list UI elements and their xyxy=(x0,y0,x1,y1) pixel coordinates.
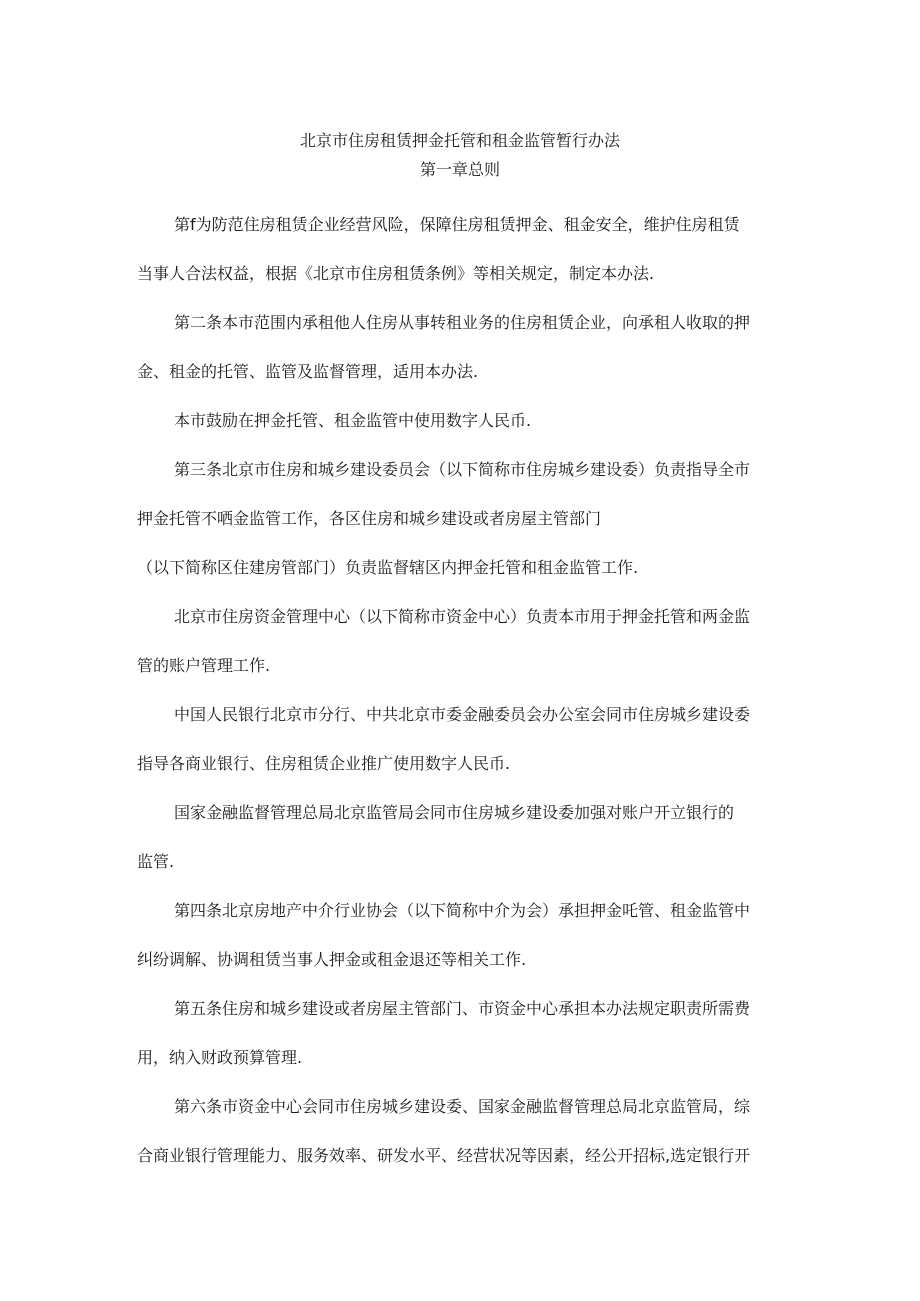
paragraph-line: 中国人民银行北京市分行、中共北京市委金融委员会办公室会同市住房城乡建设委 xyxy=(174,705,751,724)
paragraph xyxy=(137,200,787,298)
paragraph-line: 用，纳入财政预算管理. xyxy=(137,1048,303,1067)
paragraph-line: 第二条本市范围内承租他人住房从事转租业务的住房租赁企业，向承租人收取的押 xyxy=(174,313,751,332)
paragraph-line: 纠纷调解、协调租赁当事人押金或租金退还等相关工作. xyxy=(137,950,527,969)
document-title: 北京市住房租赁押金托管和租金监管暂行办法 xyxy=(299,131,620,150)
paragraph-line: 管的账户管理工作. xyxy=(137,656,271,675)
paragraph-line: 本市鼓励在押金托管、租金监管中使用数字人民币. xyxy=(174,411,532,430)
paragraph-line: 指导各商业银行、住房租赁企业推广使用数字人民币. xyxy=(137,754,511,773)
paragraph-line: 北京市住房资金管理中心（以下简称市资金中心）负责本市用于押金托管和两金监 xyxy=(174,607,751,626)
paragraph xyxy=(137,1082,787,1180)
paragraph xyxy=(137,396,787,445)
paragraph-line: 第五条住房和城乡建设或者房屋主管部门、市资金中心承担本办法规定职责所需费 xyxy=(174,999,751,1018)
paragraph xyxy=(137,592,787,690)
paragraph-line: 第四条北京房地产中介行业协会（以下简称中介为会）承担押金吒管、租金监管中 xyxy=(174,901,751,920)
paragraph xyxy=(137,788,787,886)
paragraph-line: 当事人合法权益，根据《北京市住房租赁条例》等相关规定，制定本办法. xyxy=(137,264,655,283)
paragraph-line: 第f为防范住房租赁企业经营风险，保障住房租赁押金、租金安全，维护住房租赁 xyxy=(174,215,740,234)
paragraph xyxy=(137,886,787,984)
paragraph-line: 第六条市资金中心会同市住房城乡建设委、国家金融监督管理总局北京监管局，综 xyxy=(174,1097,751,1116)
paragraph-line: 监管. xyxy=(137,852,175,871)
paragraph-line: 押金托管不哂金监管工作，各区住房和城乡建设或者房屋主管部门 xyxy=(137,509,602,528)
paragraph-line: 第三条北京市住房和城乡建设委员会（以下简称市住房城乡建设委）负责指导全市 xyxy=(174,460,751,479)
paragraph-line: 金、租金的托管、监管及监督管理，适用本办法. xyxy=(137,362,479,381)
paragraph xyxy=(137,298,787,396)
chapter-heading: 第一章总则 xyxy=(419,160,500,179)
paragraph-line: 合商业银行管理能力、服务效率、研发水平、经营状况等因素，经公开招标,选定银行开 xyxy=(137,1146,751,1165)
paragraph xyxy=(137,984,787,1082)
paragraph xyxy=(137,690,787,788)
paragraph-line: （以下简称区住建房管部门）负责监督辖区内押金托管和租金监管工作. xyxy=(137,558,639,577)
paragraph xyxy=(137,445,787,592)
paragraph-line: 国家金融监督管理总局北京监管局会同市住房城乡建设委加强对账户开立银行的 xyxy=(174,803,735,822)
